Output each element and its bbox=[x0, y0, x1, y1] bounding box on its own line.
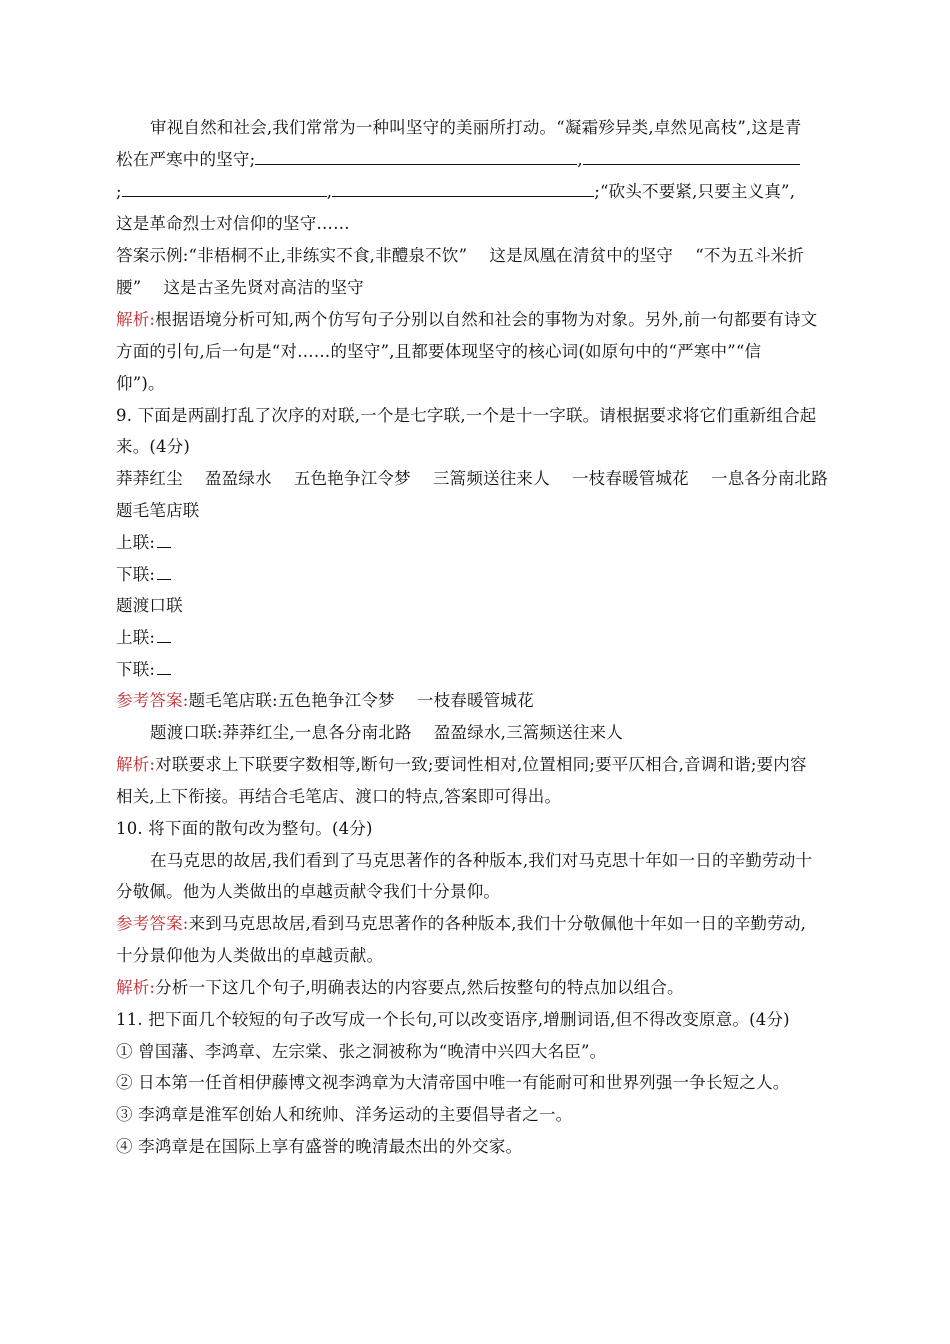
fill-blank-1[interactable] bbox=[255, 150, 577, 165]
intro-line-3 bbox=[116, 182, 795, 202]
q9-question-line-2: 来。(4分) bbox=[116, 437, 191, 456]
intro-line-1: 审视自然和社会,我们常常为一种叫坚守的美丽所打动。“凝霜殄异类,卓然见高枝”,这是青 bbox=[150, 118, 802, 137]
reference-text: 来到马克思故居,看到马克思著作的各种版本,我们十分敬佩他十年如一日的辛勤劳动, bbox=[188, 914, 807, 933]
upper-label: 上联: bbox=[116, 533, 156, 552]
q8-analysis-line-3: 仰”)。 bbox=[116, 374, 165, 393]
analysis-text: 分析一下这几个句子,明确表达的内容要点,然后按整句的特点加以组合。 bbox=[155, 978, 684, 997]
q9-item1-upper bbox=[116, 533, 171, 553]
q11-sentence-1: ① 曾国藩、李鸿章、左宗棠、张之洞被称为“晚清中兴四大名臣”。 bbox=[116, 1042, 607, 1061]
fill-blank-3[interactable] bbox=[122, 182, 327, 197]
intro-line-4: 这是革命烈士对信仰的坚守…… bbox=[116, 214, 350, 233]
separator: , bbox=[577, 150, 583, 169]
q10-reference-line-2: 十分景仰他为人类做出的卓越贡献。 bbox=[116, 946, 384, 965]
upper-label: 上联: bbox=[116, 628, 156, 647]
separator: ; bbox=[116, 182, 122, 201]
q9-item2-lower bbox=[116, 660, 171, 680]
q9-analysis-line-1 bbox=[116, 755, 807, 775]
answer-blank[interactable] bbox=[157, 533, 171, 548]
analysis-text: 根据语境分析可知,两个仿写句子分别以自然和社会的事物为对象。另外,前一句都要有诗文 bbox=[155, 310, 818, 329]
reference-text: 题毛笔店联:五色艳争江令梦 一枝春暖管城花 bbox=[188, 691, 534, 710]
intro-line-3-tail: ;“砍头不要紧,只要主义真”, bbox=[594, 182, 796, 201]
intro-line-2 bbox=[116, 150, 800, 170]
q8-analysis-line-2: 方面的引句,后一句是“对……的坚守”,且都要体现坚守的核心词(如原句中的“严寒中”“信 bbox=[116, 342, 762, 361]
q10-passage-line-2: 分敬佩。他为人类做出的卓越贡献令我们十分景仰。 bbox=[116, 882, 501, 901]
answer-blank[interactable] bbox=[157, 628, 171, 643]
reference-label: 参考答案: bbox=[116, 691, 189, 710]
q10-reference-line-1 bbox=[116, 914, 806, 934]
q9-reference-line-1 bbox=[116, 691, 534, 711]
q9-item2-title: 题渡口联 bbox=[116, 596, 183, 615]
fill-blank-4[interactable] bbox=[332, 182, 594, 197]
lower-label: 下联: bbox=[116, 660, 156, 679]
q8-answer-line-1: 答案示例:“非梧桐不止,非练实不食,非醴泉不饮” 这是凤凰在清贫中的坚守 “不为五斗米折 bbox=[116, 246, 805, 265]
analysis-label: 解析: bbox=[116, 755, 156, 774]
q9-phrases: 莽莽红尘 盈盈绿水 五色艳争江令梦 三篙频送往来人 一枝春暖管城花 一息各分南北路 bbox=[116, 469, 828, 488]
fill-blank-2[interactable] bbox=[583, 150, 800, 165]
q9-item2-upper bbox=[116, 628, 171, 648]
q9-item1-title: 题毛笔店联 bbox=[116, 501, 200, 520]
q9-item1-lower bbox=[116, 565, 171, 585]
lower-label: 下联: bbox=[116, 565, 156, 584]
analysis-label: 解析: bbox=[116, 310, 156, 329]
q9-question-line-1: 9. 下面是两副打乱了次序的对联,一个是七字联,一个是十一字联。请根据要求将它们重新组合起 bbox=[116, 406, 817, 425]
q11-sentence-3: ③ 李鸿章是淮军创始人和统帅、洋务运动的主要倡导者之一。 bbox=[116, 1105, 573, 1124]
intro-line-2-text: 松在严寒中的坚守; bbox=[116, 150, 256, 169]
q11-question: 11. 把下面几个较短的句子改写成一个长句,可以改变语序,增删词语,但不得改变原意。(4分) bbox=[116, 1010, 790, 1029]
q10-passage-line-1: 在马克思的故居,我们看到了马克思著作的各种版本,我们对马克思十年如一日的辛勤劳动十 bbox=[150, 851, 813, 870]
analysis-label: 解析: bbox=[116, 978, 156, 997]
separator: , bbox=[326, 182, 333, 201]
q8-analysis-line-1 bbox=[116, 310, 817, 330]
q9-analysis-line-2: 相关,上下衔接。再结合毛笔店、渡口的特点,答案即可得出。 bbox=[116, 787, 562, 806]
q8-answer-line-2: 腰” 这是古圣先贤对高洁的坚守 bbox=[116, 278, 364, 297]
answer-blank[interactable] bbox=[157, 660, 171, 675]
analysis-text: 对联要求上下联要字数相等,断句一致;要词性相对,位置相同;要平仄相合,音调和谐;要内容 bbox=[155, 755, 807, 774]
q10-question: 10. 将下面的散句改为整句。(4分) bbox=[116, 819, 373, 838]
q11-sentence-2: ② 日本第一任首相伊藤博文视李鸿章为大清帝国中唯一有能耐可和世界列强一争长短之人。 bbox=[116, 1073, 790, 1092]
reference-label: 参考答案: bbox=[116, 914, 189, 933]
q9-reference-line-2: 题渡口联:莽莽红尘,一息各分南北路 盈盈绿水,三篙频送往来人 bbox=[150, 723, 623, 742]
answer-blank[interactable] bbox=[157, 565, 171, 580]
q11-sentence-4: ④ 李鸿章是在国际上享有盛誉的晚清最杰出的外交家。 bbox=[116, 1137, 523, 1156]
q10-analysis bbox=[116, 978, 684, 998]
